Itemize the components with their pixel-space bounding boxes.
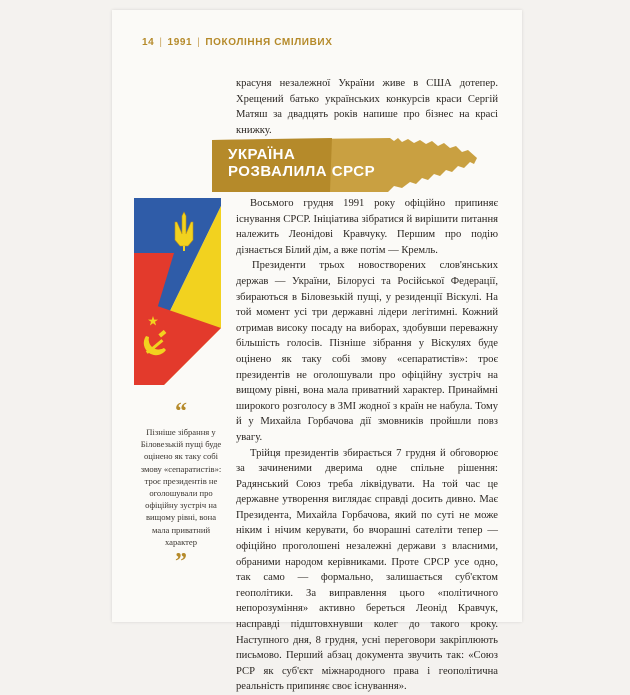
article-body xyxy=(236,196,498,695)
header-separator: | xyxy=(197,37,200,48)
article-paragraph: Трійця президентів збирається 7 грудня й обговорює за зачиненими дверима одне спільне рішення: Радянський Союз треба ліквідувати. На той час це державне утворення виглядає справді досить дивно. Має Президента, Михайла Горбачова, який по суті не може ніким і нічим керувати, бо вчорашні сателіти тепер — офіційно проголошені незалежні держави з власними, обраними народом керівниками. Проте СРСР усе одно, так само — формально, залишається суб'єктом геополітики. За виправлення цього «політичного непорозуміння» активно береться Леонід Кравчук, насправді підштовхнувши колег до такого кроку. Наступного дня, 8 грудня, усні переговори закріплюють письмово. Перший абзац документа звучить так: «Союз РСР як суб'єкт міжнародного права і геополітична реальність припиняє своє існування». xyxy=(236,446,498,695)
close-quote-icon: ” xyxy=(138,552,224,572)
running-header xyxy=(142,37,332,48)
header-year: 1991 xyxy=(168,37,193,48)
book-page xyxy=(112,10,522,622)
section-heading xyxy=(212,138,477,192)
section-title-line2: РОЗВАЛИЛА СРСР xyxy=(228,163,375,180)
section-title xyxy=(228,146,375,180)
pull-quote-text: Пізніше зібрання у Біловезькій пущі буде оцінено як таку собі змову «сепаратистів»: троє президентів не оголошували про офіційну зустріч на вищому рівні, вона мала приватний характер xyxy=(138,426,224,548)
article-paragraph: Восьмого грудня 1991 року офіційно припиняє існування СРСР. Ініціатива зібратися й вирішити питання належить Леонідові Кравчуку. Першим про подію дізнається Білий дім, а вже потім — Кремль. xyxy=(236,196,498,258)
header-separator: | xyxy=(159,37,162,48)
page-number: 14 xyxy=(142,37,154,48)
pull-quote xyxy=(138,402,224,572)
section-title-line1: УКРАЇНА xyxy=(228,146,375,163)
intro-paragraph: красуня незалежної України живе в США дотепер. Хрещений батько українських конкурсів краси Сергій Матяш за двадцять років напише про бізнес на красі книжку. xyxy=(236,76,498,138)
open-quote-icon: “ xyxy=(138,402,224,422)
article-paragraph: Президенти трьох новостворених слов'янських держав — України, Білорусі та Російської Федерації, збираються в Біловезькій пущі, у резиденції Віскулі. На той момент усі три державні лідери легітимні. Кожний отримав високу посаду на виборах, здобувши переважну більшість голосів. Пізніше зібрання у Віскулях буде оцінено як таку собі змову «сепаратистів»: троє президентів не оголошували про офіційну зустріч на вищому рівні, вона мала приватний характер. Принаймні широкого розголосу в ЗМІ жодної з країн не набула. Тому й у Михайла Горбачова дії змовників пройшли повз увагу. xyxy=(236,258,498,445)
header-book-title: ПОКОЛІННЯ СМІЛИВИХ xyxy=(205,37,332,48)
ukrainian-ssr-flag-illustration xyxy=(134,198,221,385)
